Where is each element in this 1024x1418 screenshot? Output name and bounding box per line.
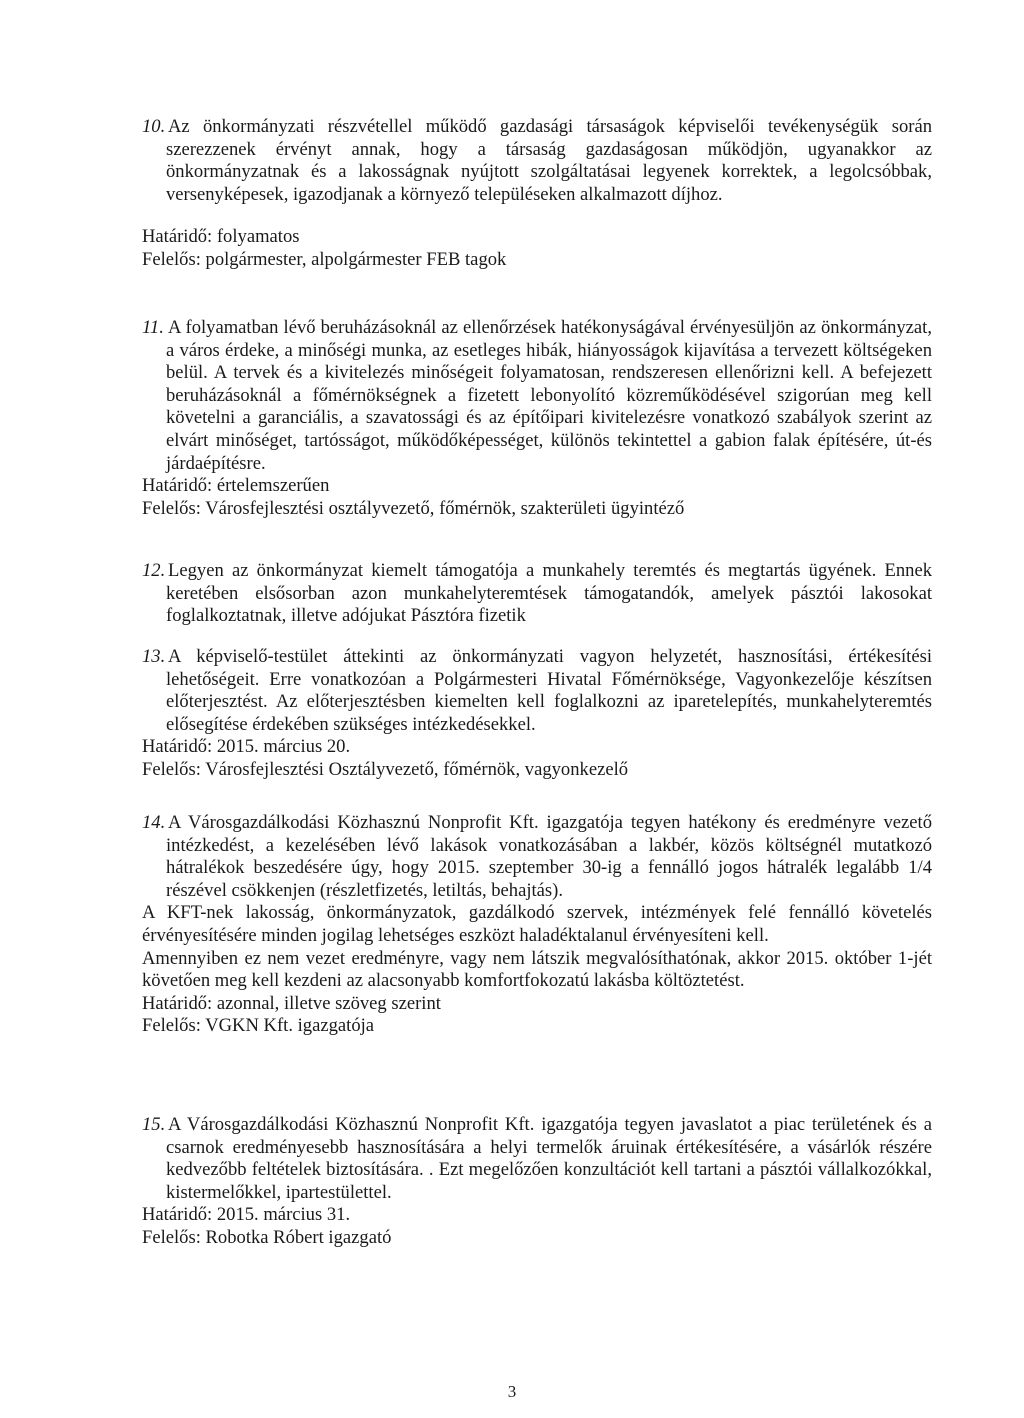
resolution-item-13 [142,646,932,782]
item-14-responsible: Felelős: VGKN Kft. igazgatója [142,1015,375,1037]
item-15-text: 15. A Városgazdálkodási Közhasznú Nonprofit Kft. igazgatója tegyen javaslatot a piac területének és a csarnok eredményesebb hasznosítására a helyi termelők áruinak értékesítésére, a vásárlók részére kedvezőbb feltételek biztosítására. . Ezt megelőzően konzultációt kell tartani a pásztói vállalkozókkal, kistermelőkkel, ipartestülettel. [142,1114,932,1203]
resolution-item-10 [142,116,932,272]
item-11-number: 11. [142,317,164,338]
resolution-item-15 [142,1114,932,1250]
item-14-extra-2: Amennyiben ez nem vezet eredményre, vagy nem látszik megvalósíthatónak, akkor 2015. október 1-jét követően meg kell kezdeni az alacsonyabb komfortfokozatú lakásba költöztetést. [142,947,932,992]
resolution-item-12 [142,560,932,628]
item-15-responsible: Felelős: Robotka Róbert igazgató [142,1226,392,1248]
item-13-responsible: Felelős: Városfejlesztési Osztályvezető, főmérnök, vagyonkezelő [142,758,629,780]
item-14-number: 14. [142,812,166,833]
item-13-text: 13. A képviselő-testület áttekinti az önkormányzati vagyon helyzetét, hasznosítási, értékesítési lehetőségeit. Erre vonatkozóan a Polgármesteri Hivatal Főmérnöksége, Vagyonkezelője készítsen előterjesztést. Az előterjesztésben kiemelten kell foglalkozni az iparetelepítés, munkahelyteremtés elősegítése érdekében szükséges intézkedésekkel. [142,646,932,735]
resolution-item-14 [142,812,932,1038]
item-11-responsible: Felelős: Városfejlesztési osztályvezető, főmérnök, szakterületi ügyintéző [142,497,685,519]
item-12-number: 12. [142,560,166,581]
item-13-deadline: Határidő: 2015. március 20. [142,736,351,758]
item-10-number: 10. [142,116,166,137]
page-number: 3 [507,1382,517,1401]
item-11-text: 11. A folyamatban lévő beruházásoknál az ellenőrzések hatékonyságával érvényesüljön az önkormányzat, a város érdeke, a minőségi munka, az esetleges hibák, hiányosságok kijavítása a tervezett költségeken belül. A tervek és a kivitelezés minőségeit folyamatosan, rendszeresen ellenőrizni kell. A befejezett beruházásoknál a főmérnökségnek a fizetett lebonyolító közreműködésével szigorúan meg kell követelni a garanciális, a szavatossági és az építőipari kivitelezésre vonatkozó szabályok szerint az elvárt minőséget, tartósságot, működőképességet, különös tekintettel a gabion falak építésére, út-és járdaépítésre. [142,317,932,474]
item-14-extra-1: A KFT-nek lakosság, önkormányzatok, gazdálkodó szervek, intézmények felé fennálló követelés érvényesítésére minden jogilag lehetséges eszközt haladéktalanul érvényesíteni kell. [142,902,932,946]
item-14-text: 14. A Városgazdálkodási Közhasznú Nonprofit Kft. igazgatója tegyen hatékony és eredményre vezető intézkedést, a kezelésében lévő lakások vonatkozásában a lakbér, közös költségnél mutatkozó hátralékok beszedésére úgy, hogy 2015. szeptember 30-ig a fennálló jogos hátralék legalább 1/4 részével csökkenjen (részletfizetés, letiltás, behajtás). [142,812,932,901]
item-15-deadline: Határidő: 2015. március 31. [142,1204,351,1226]
item-10-deadline: Határidő: folyamatos [142,226,300,248]
item-10-text: 10. Az önkormányzati részvétellel működő gazdasági társaságok képviselői tevékenységük során szerezzenek érvényt annak, hogy a társaság gazdaságosan működjön, ugyanakkor az önkormányzatnak és a lakosságnak nyújtott szolgáltatásai legyenek korrektek, a legolcsóbbak, versenyképesek, igazodjanak a környező településeken alkalmazott díjhoz. [142,116,932,205]
item-15-number: 15. [142,1114,166,1135]
item-13-number: 13. [142,646,166,667]
item-11-deadline: Határidő: értelemszerűen [142,475,330,497]
item-12-text: 12. Legyen az önkormányzat kiemelt támogatója a munkahely teremtés és megtartás ügyének. Ennek keretében elsősorban azon munkahelyteremtések támogatandók, amelyek pásztói lakosokat foglalkoztatnak, illetve adójukat Pásztóra fizetik [142,560,932,627]
item-14-deadline: Határidő: azonnal, illetve szöveg szerint [142,992,441,1014]
item-10-responsible: Felelős: polgármester, alpolgármester FEB tagok [142,248,507,270]
resolution-item-11 [142,317,932,520]
